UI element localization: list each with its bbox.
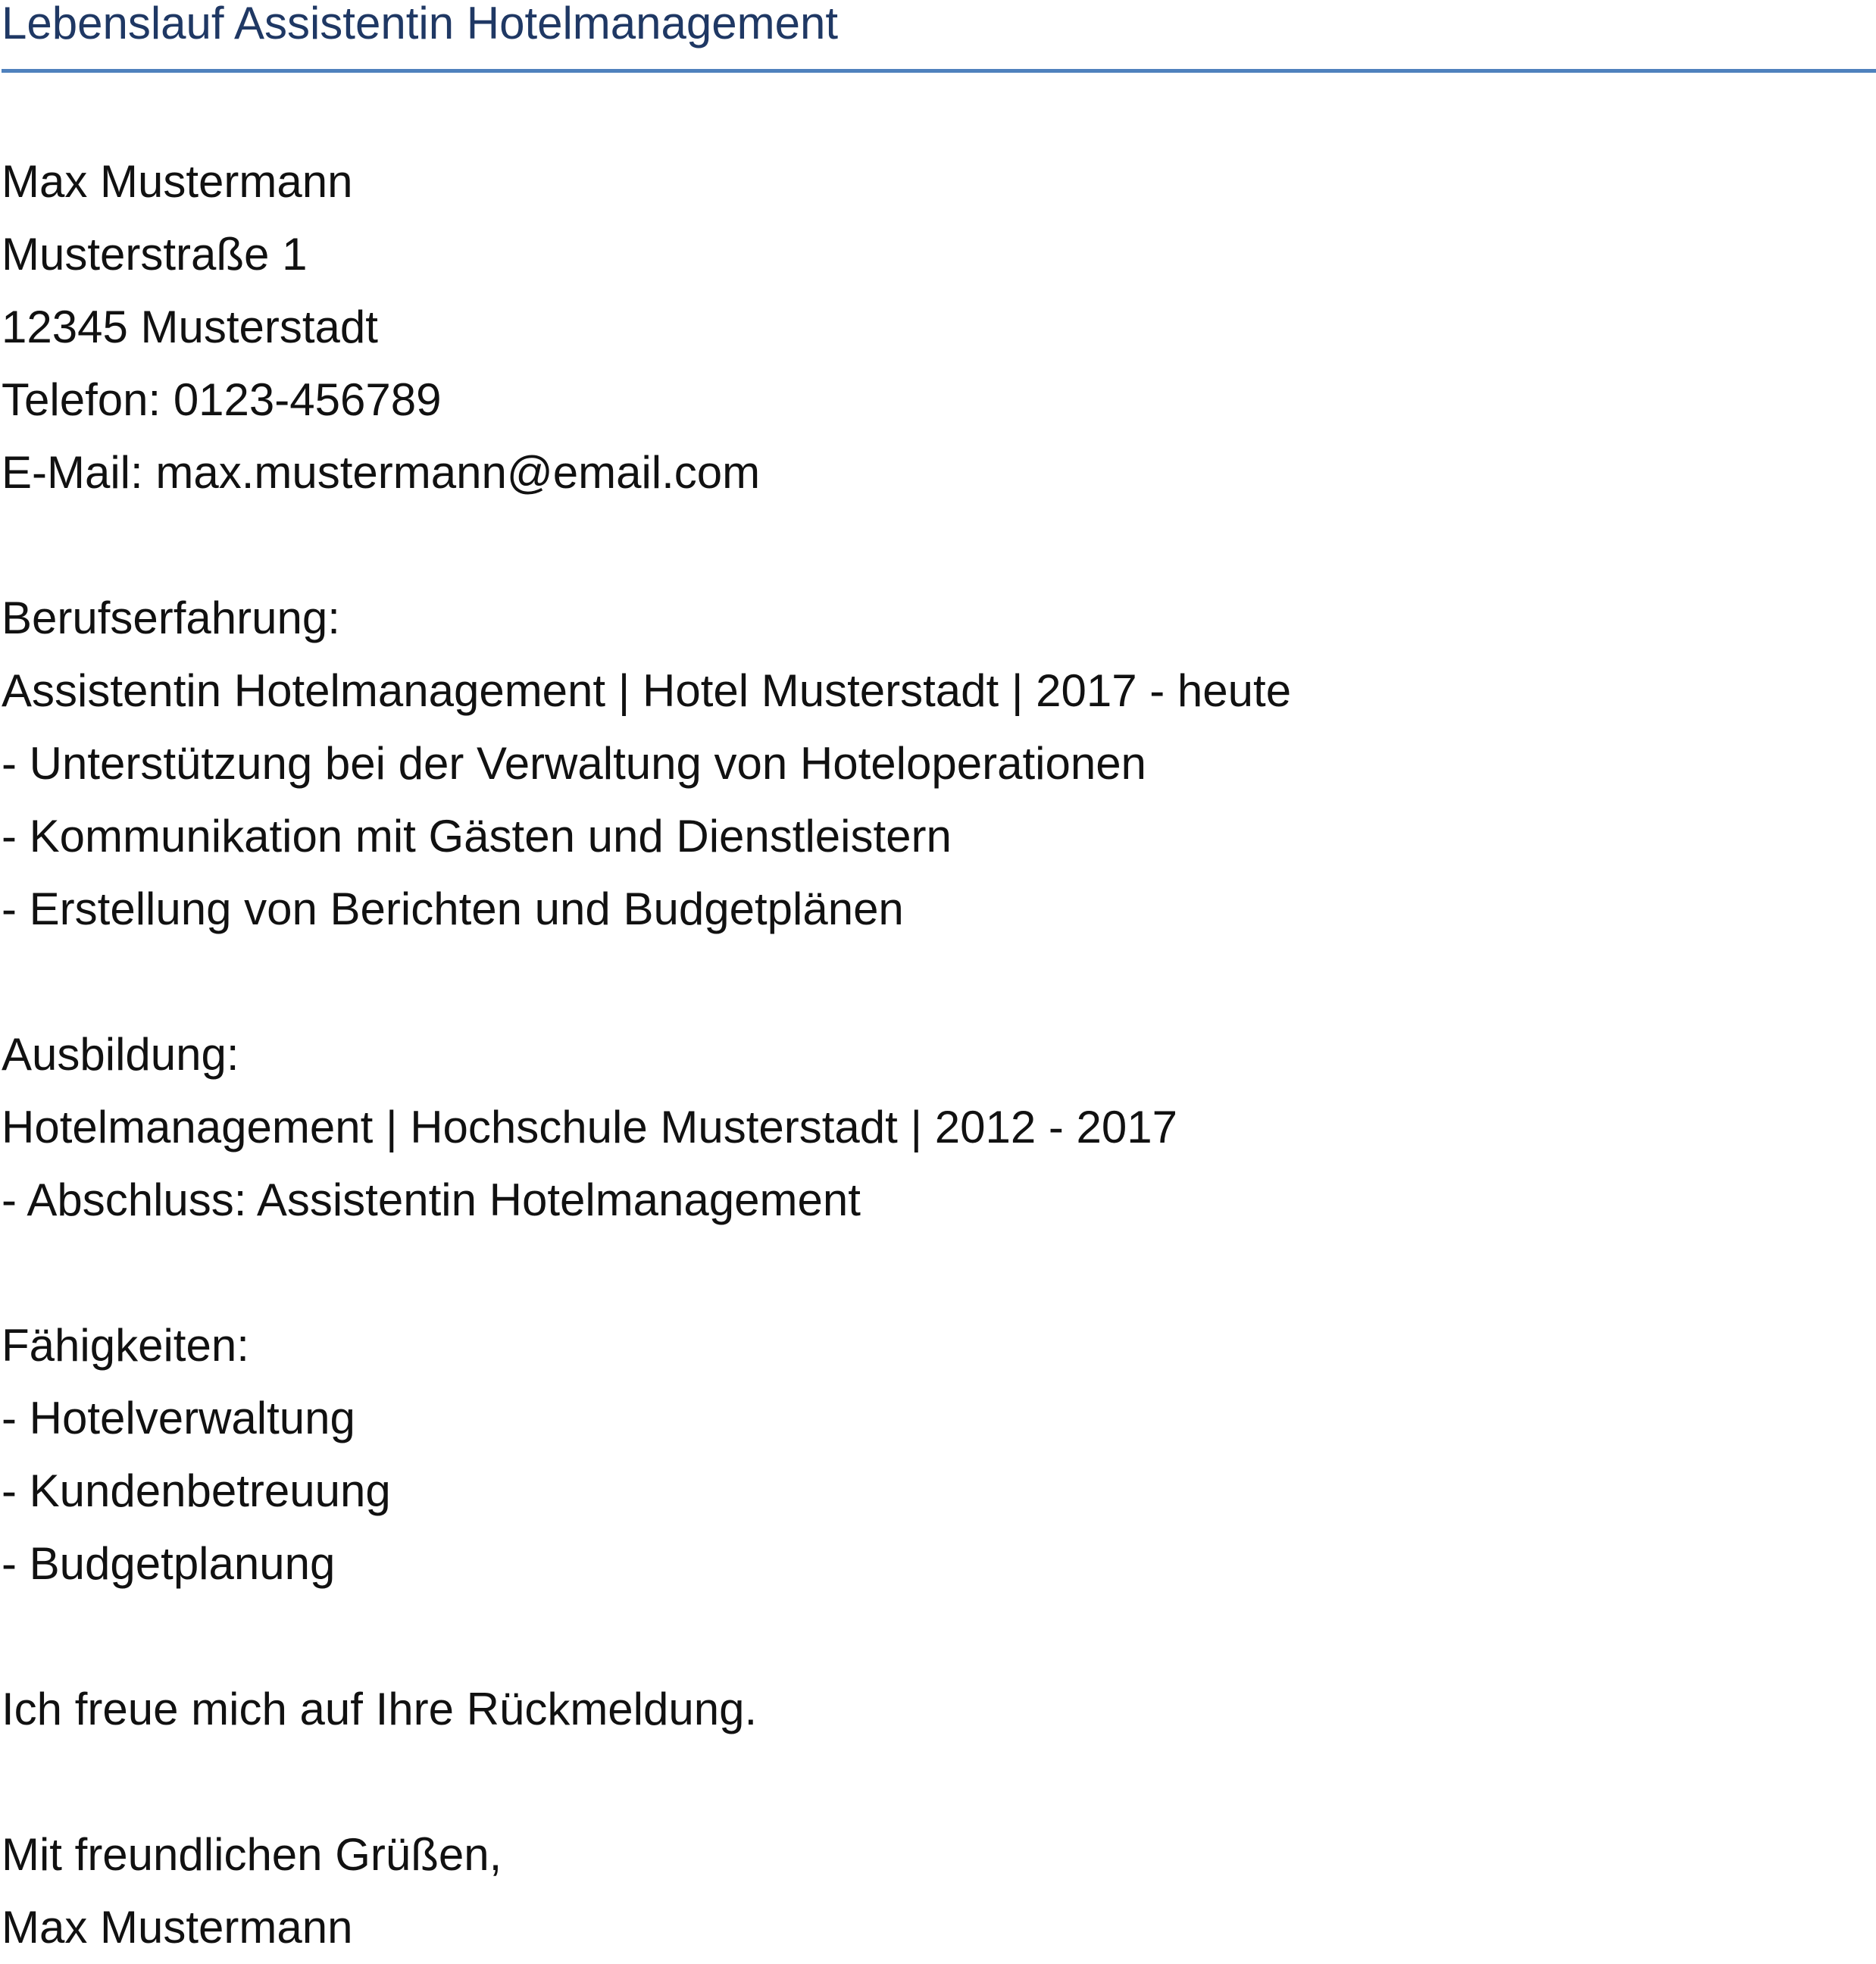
skills-bullet: - Kundenbetreuung xyxy=(2,1465,391,1516)
closing-salutation: Mit freundlichen Grüßen, xyxy=(2,1829,502,1880)
education-entry: Hotelmanagement | Hochschule Musterstadt | 2012 - 2017 xyxy=(2,1102,1178,1152)
contact-phone: Telefon: 0123-456789 xyxy=(2,374,442,425)
title-underline xyxy=(2,69,1876,73)
spacer xyxy=(2,1237,1291,1309)
spacer xyxy=(2,1746,1291,1819)
skills-heading: Fähigkeiten: xyxy=(2,1320,249,1371)
document-body xyxy=(2,145,1291,1964)
spacer xyxy=(2,509,1291,582)
contact-city: 12345 Musterstadt xyxy=(2,302,378,352)
education-bullet: - Abschluss: Assistentin Hotelmanagement xyxy=(2,1174,861,1225)
experience-heading: Berufserfahrung: xyxy=(2,593,340,643)
document-title: Lebenslauf Assistentin Hotelmanagement xyxy=(2,0,839,48)
spacer xyxy=(2,1600,1291,1673)
experience-entry: Assistentin Hotelmanagement | Hotel Musterstadt | 2017 - heute xyxy=(2,665,1292,716)
contact-email: E-Mail: max.mustermann@email.com xyxy=(2,447,761,498)
contact-name: Max Mustermann xyxy=(2,156,353,207)
education-heading: Ausbildung: xyxy=(2,1029,239,1080)
closing-message: Ich freue mich auf Ihre Rückmeldung. xyxy=(2,1684,758,1734)
experience-bullet: - Erstellung von Berichten und Budgetplänen xyxy=(2,883,904,934)
contact-street: Musterstraße 1 xyxy=(2,229,308,280)
spacer xyxy=(2,946,1291,1018)
skills-bullet: - Hotelverwaltung xyxy=(2,1393,355,1443)
experience-bullet: - Unterstützung bei der Verwaltung von Hoteloperationen xyxy=(2,738,1146,789)
skills-bullet: - Budgetplanung xyxy=(2,1538,336,1589)
closing-signature: Max Mustermann xyxy=(2,1902,353,1953)
experience-bullet: - Kommunikation mit Gästen und Dienstleistern xyxy=(2,811,952,862)
